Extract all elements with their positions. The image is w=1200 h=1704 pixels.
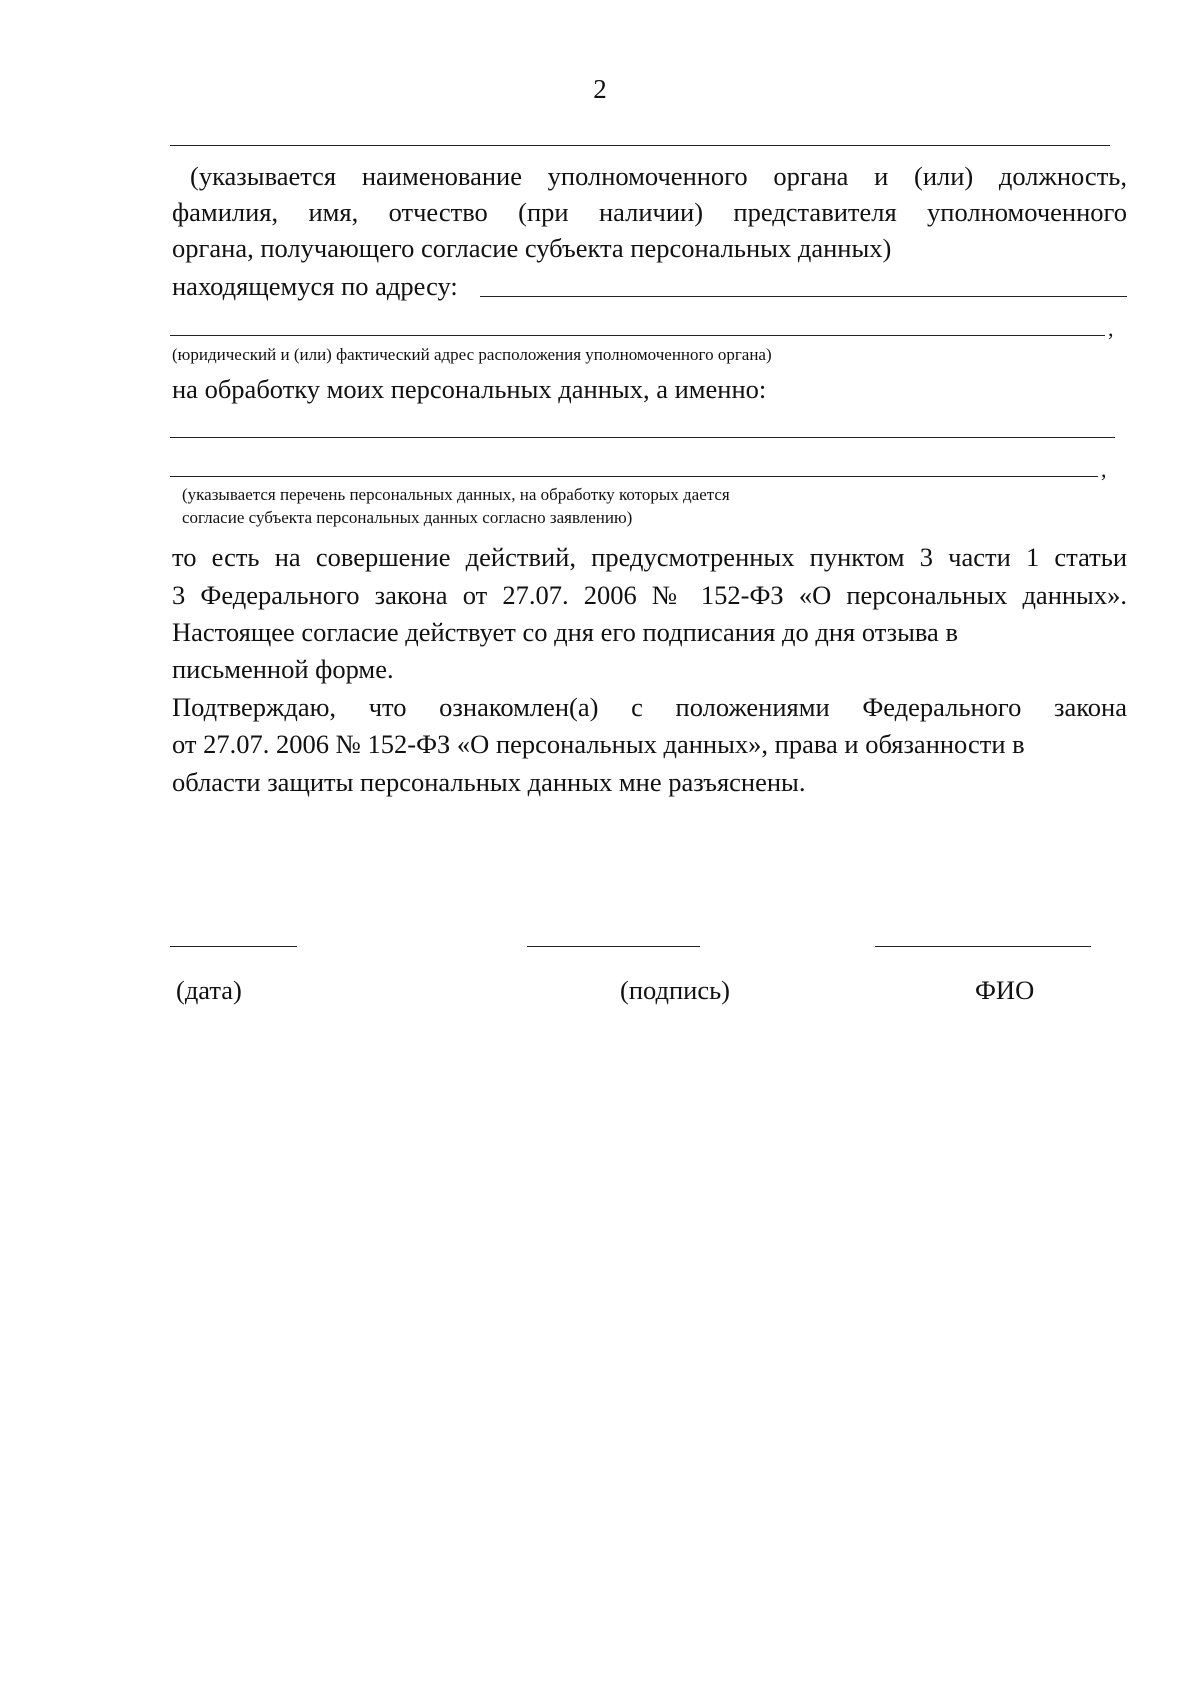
data-list-line-1 <box>170 437 1115 438</box>
address-line-comma: , <box>1108 316 1114 341</box>
data-list-line-2 <box>170 476 1098 477</box>
confirm-paragraph-line-3: области защиты персональных данных мне разъяснены. <box>172 767 806 797</box>
address-line-1 <box>480 296 1127 297</box>
date-label: (дата) <box>176 975 242 1005</box>
data-list-caption-line-1: (указывается перечень персональных данных, на обработку которых дается <box>182 485 730 504</box>
actions-paragraph-line-3: Настоящее согласие действует со дня его подписания до дня отзыва в <box>172 617 958 647</box>
signature-label: (подпись) <box>620 975 731 1005</box>
authority-caption-line-3: органа, получающего согласие субъекта персональных данных) <box>172 233 892 263</box>
confirm-paragraph-line-2: от 27.07. 2006 № 152-ФЗ «О персональных данных», права и обязанности в <box>172 729 1025 759</box>
actions-paragraph-line-4: письменной форме. <box>172 654 394 684</box>
full-name-label: ФИО <box>975 975 1035 1005</box>
actions-paragraph-line-1: то есть на совершение действий, предусмотренных пунктом 3 части 1 статьи <box>172 542 1127 572</box>
address-caption: (юридический и (или) фактический адрес расположения уполномоченного органа) <box>172 345 772 364</box>
confirm-paragraph-line-1: Подтверждаю, что ознакомлен(а) с положениями Федерального закона <box>172 692 1127 722</box>
authority-name-line <box>170 145 1110 146</box>
data-list-caption-line-2: согласие субъекта персональных данных согласно заявлению) <box>182 508 633 527</box>
authority-caption-line-1: (указывается наименование уполномоченного органа и (или) должность, <box>190 161 1127 191</box>
actions-paragraph-line-2: 3 Федерального закона от 27.07. 2006 № 152-ФЗ «О персональных данных». <box>172 580 1127 610</box>
page-number: 2 <box>593 74 607 104</box>
name-signature-line <box>875 946 1091 947</box>
processing-intro: на обработку моих персональных данных, а именно: <box>172 374 767 404</box>
address-label: находящемуся по адресу: <box>172 271 458 301</box>
signature-line <box>527 946 700 947</box>
date-signature-line <box>170 946 297 947</box>
data-list-line-comma: , <box>1101 457 1107 482</box>
authority-caption-line-2: фамилия, имя, отчество (при наличии) представителя уполномоченного <box>172 197 1127 227</box>
address-line-2 <box>170 335 1105 336</box>
